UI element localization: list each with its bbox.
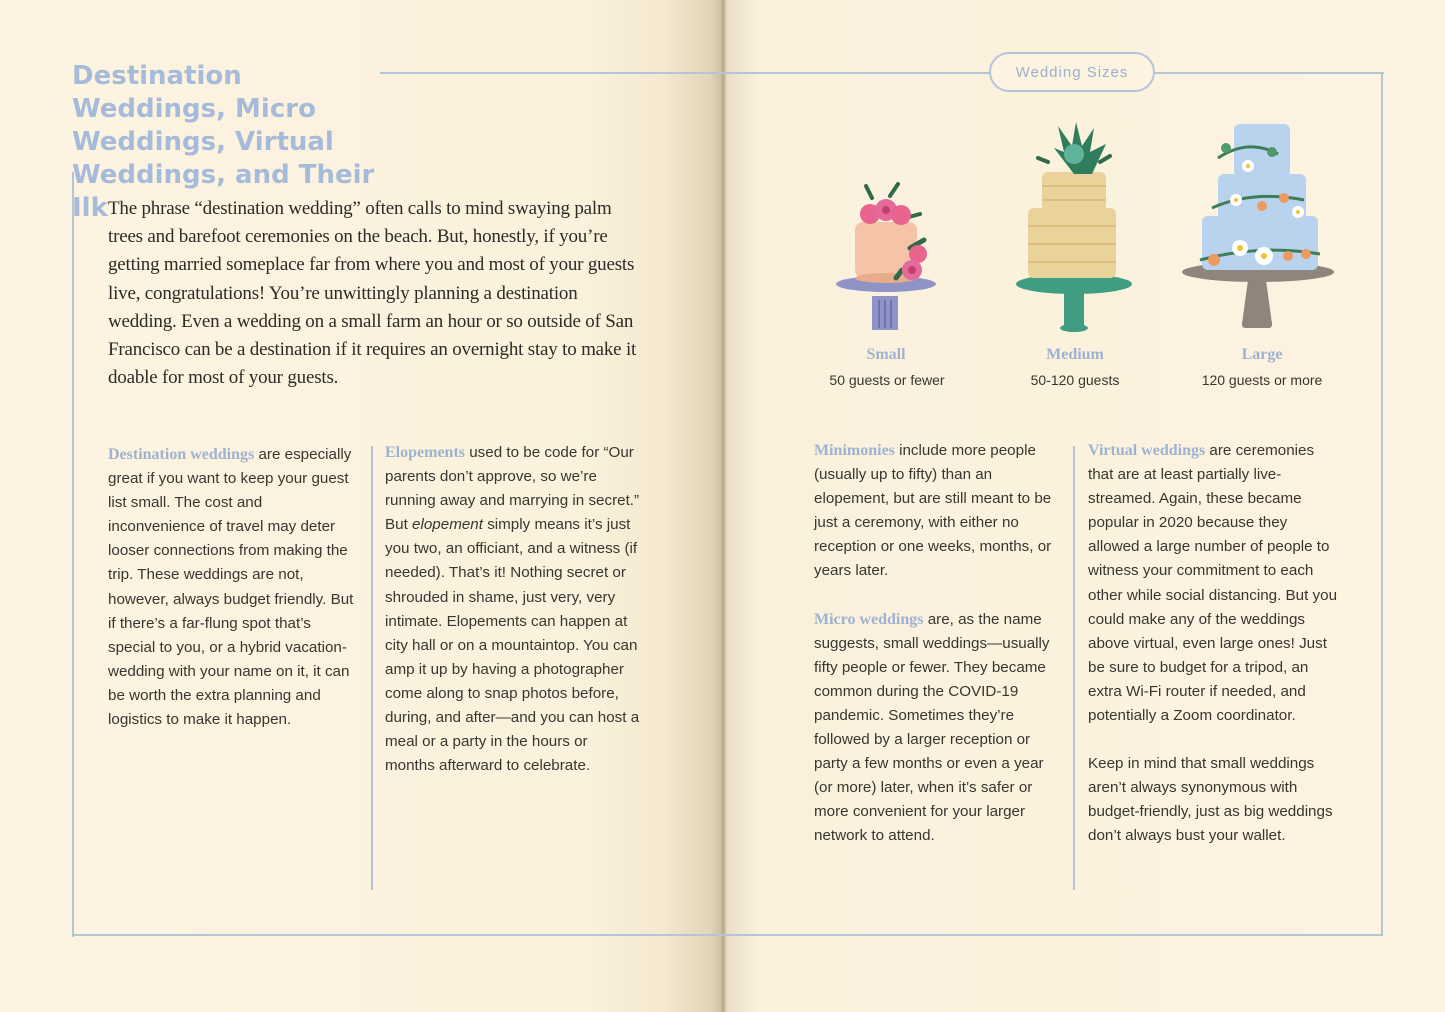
virtual-weddings-text: are ceremonies that are at least partially live-streamed. Again, these became popular in 2020 because they allowed a large number of people to witness your commitment to each other while social distancing. But you could make any of the weddings above virtual, even large ones! Just be sure to budget for a tripod, an extra Wi-Fi router if needed, and potentially a Zoom coordinator. [1088, 442, 1338, 725]
size-small-label: Small [866, 346, 906, 363]
frame-top-rule [380, 72, 1384, 74]
elopements-term: Elopements [385, 444, 465, 461]
elopements-column [385, 441, 640, 802]
column-divider [1073, 446, 1075, 890]
micro-weddings-term: Micro weddings [814, 610, 924, 628]
destination-weddings-term: Destination weddings [108, 446, 255, 463]
intro-paragraph: The phrase “destination wedding” often calls to mind swaying palm trees and barefoot ceremonies on the beach. But, honestly, if you’re getting married someplace far from where you and most of your guests live, congratulations! You’re unwittingly planning a destination wedding. Even a wedding on a small farm an hour or so outside of San Francisco can be a destination if it requires an overnight stay to make it doable for most of your guests. [108, 198, 637, 389]
virtual-weddings-term: Virtual weddings [1088, 442, 1206, 459]
destination-weddings-text: are especially great if you want to keep your guest list small. The cost and inconvenience of travel may deter looser connections from making the trip. These weddings are not, however, always budget friendly. But if there’s a far-flung spot that’s special to you, or a hybrid vacation-wedding with your name on it, it can be worth the extra planning and logistics to make it happen. [108, 446, 354, 729]
virtual-weddings-column [1088, 439, 1338, 873]
minimonies-micro-column [814, 439, 1064, 873]
size-small-guests: 50 guests or fewer [829, 372, 945, 388]
size-large-guests: 120 guests or more [1201, 372, 1323, 388]
large-cake-icon [1178, 120, 1336, 334]
size-medium-label: Medium [1046, 346, 1104, 363]
destination-weddings-column [108, 443, 360, 756]
page-title: Destination Weddings, Micro Weddings, Virtual Weddings, and Their Ilk [72, 61, 375, 223]
micro-weddings-text: are, as the name suggests, small weddings—usually fifty people or fewer. They became common during the COVID-19 pandemic. Sometimes they’re followed by a larger reception or party a few months or even a year (or more) later, when it’s safer or more convenient for your larger network to attend. [814, 610, 1050, 845]
size-large-label: Large [1241, 346, 1283, 363]
minimonies-text: include more people (usually up to fifty) than an elopement, but are still meant to be just a ceremony, with either no reception or one weeks, months, or years later. [814, 442, 1052, 580]
elopements-text-b: simply means it’s just you two, an officiant, and a witness (if needed). That’s it! Nothing secret or shrouded in shame, just very, very intimate. Elopements can happen at city hall or on a mountaintop. You can amp it up by having a photographer come along to snap photos before, during, and after—and you can host a meal or a party in the hours or months afterward to celebrate. [385, 516, 640, 775]
wedding-sizes-badge: Wedding Sizes [989, 52, 1155, 92]
closing-paragraph: Keep in mind that small weddings aren’t always synonymous with budget-friendly, just as big weddings don’t always bust your wallet. [1088, 755, 1333, 845]
size-medium-guests: 50-120 guests [1030, 372, 1120, 388]
column-divider [371, 446, 373, 890]
frame-left-rule [72, 172, 74, 937]
minimonies-term: Minimonies [814, 442, 895, 459]
elopement-emphasis: elopement [412, 516, 483, 534]
medium-cake-icon [1014, 118, 1136, 334]
small-cake-icon [830, 178, 942, 334]
elopements-text-a: used to be code for “Our parents don’t approve, so we’re running away and marrying in secret.” But [385, 444, 640, 534]
